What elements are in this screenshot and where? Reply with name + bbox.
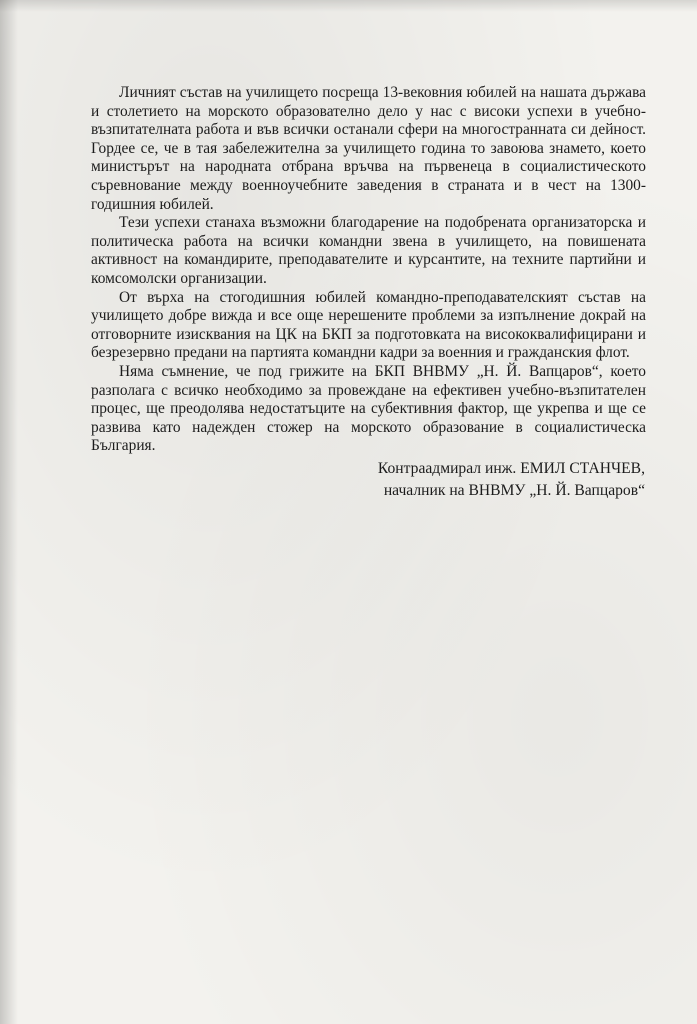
paragraph-3: От върха на стогодишния юбилей командно-преподавателският състав на училището добре вижда и все още нерешените проблеми за изпълнение докрай на отговорните изисквания на ЦК на БКП за подготовката на висококвалифицирани и безрезервно предани на партията командни кадри за военния и гражданския флот. — [91, 288, 646, 362]
body-text — [91, 84, 646, 456]
paragraph-2: Тези успехи станаха възможни благодарение на подобрената организаторска и политическа работа на всички командни звена в училището, на повишената активност на командирите, преподавателите и курсантите, на техните партийни и комсомолски организации. — [91, 214, 646, 287]
signature-title: началник на ВНВМУ „Н. Й. Вапцаров“ — [383, 482, 645, 499]
paragraph-1: Личният състав на училището посреща 13-вековния юбилей на нашата държава и столетието на морското образователно дело у нас с високи успехи в учебно-възпитателната работа и във всички останали сфери на многостранната си дейност. Гордее се, че в тая забележителна за училището година то завоюва знамето, което министърът на народната отбрана връчва на първенеца в социалистическото съревнование между военноучебните заведения в страната и в чест на 1300-годишния юбилей. — [91, 84, 646, 213]
paragraph-4: Няма съмнение, че под грижите на БКП ВНВМУ „Н. Й. Вапцаров“, което разполага с всичко необходимо за провеждане на ефективен учебно-възпитателен процес, ще преодолява недостатъците на субективния фактор, ще укрепва и ще се развива като надежден стожер на морското образование в социалистическа България. — [91, 362, 646, 455]
signature-name: Контраадмирал инж. ЕМИЛ СТАНЧЕВ, — [377, 460, 645, 477]
signature-block — [315, 458, 645, 502]
page-edge-shadow — [0, 0, 18, 1024]
page-top-shadow — [0, 0, 697, 12]
